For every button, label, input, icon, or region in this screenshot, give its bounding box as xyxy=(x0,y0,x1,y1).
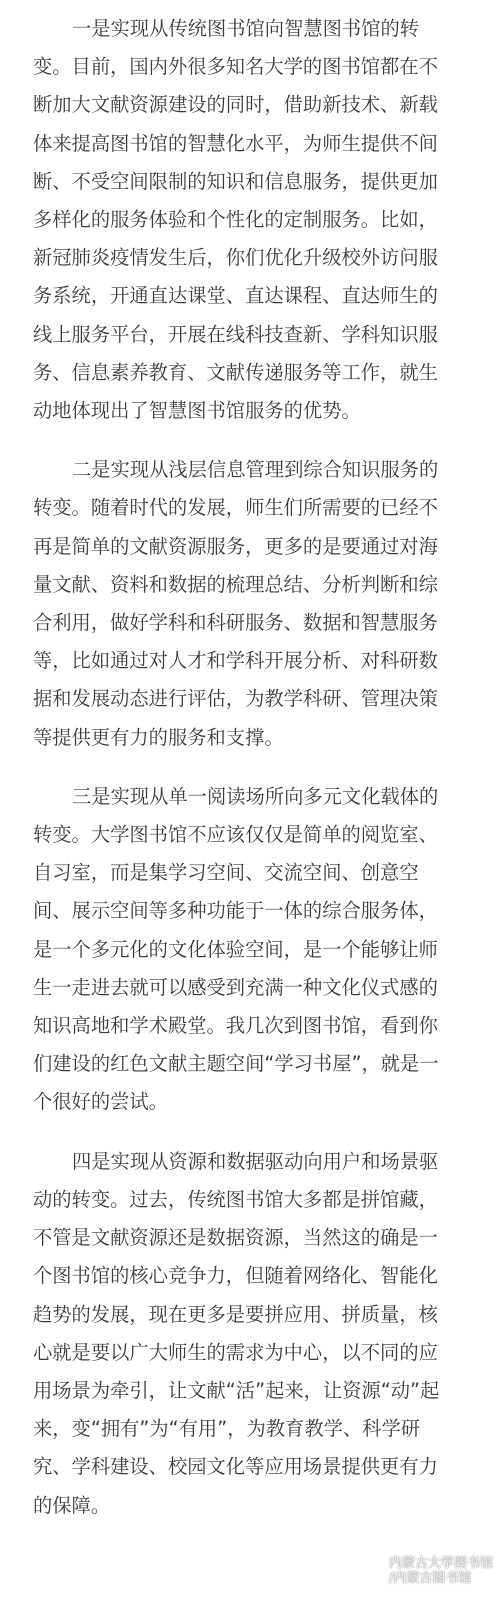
text-line: 转变。随着时代的发展，师生们所需要的已经不 xyxy=(33,496,438,520)
text-line: 等提供更有力的服务和支撑。 xyxy=(33,725,284,749)
text-line: 据和发展动态进行评估，为教学科研、管理决策 xyxy=(33,687,438,711)
text-line: 转变。大学图书馆不应该仅仅是简单的阅览室、 xyxy=(33,823,438,847)
text-line: 间、展示空间等多种功能于一体的综合服务体， xyxy=(33,899,438,923)
text-line: 等，比如通过对人才和学科开展分析、对科研数 xyxy=(33,649,438,673)
text-line: 断、不受空间限制的知识和信息服务，提供更加 xyxy=(33,169,438,193)
text-line: 动地体现出了智慧图书馆服务的优势。 xyxy=(33,399,361,423)
text-line: 断加大文献资源建设的同时，借助新技术、新载 xyxy=(33,93,438,117)
watermark-text xyxy=(389,1556,493,1586)
text-line: 再是简单的文献资源服务，更多的是要通过对海 xyxy=(33,534,438,558)
article-body xyxy=(33,10,473,1546)
text-line: 务、信息素养教育、文献传递服务等工作，就生 xyxy=(33,360,438,384)
paragraph xyxy=(33,1143,473,1525)
text-line: 二是实现从浅层信息管理到综合知识服务的 xyxy=(72,458,439,482)
text-line: 合利用，做好学科和科研服务、数据和智慧服务 xyxy=(33,611,438,635)
text-line: 务系统，开通直达课堂、直达课程、直达师生的 xyxy=(33,284,438,308)
text-line: 体来提高图书馆的智慧化水平，为师生提供不间 xyxy=(33,131,438,155)
text-line: 的保障。 xyxy=(33,1493,111,1517)
text-line: 线上服务平台，开展在线科技查新、学科知识服 xyxy=(33,322,438,346)
text-line: 一是实现从传统图书馆向智慧图书馆的转 xyxy=(72,17,420,40)
text-line: 动的转变。过去，传统图书馆大多都是拼馆藏， xyxy=(33,1187,438,1211)
text-line: 来，变“拥有”为“有用”，为教育教学、科学研 xyxy=(33,1417,421,1441)
text-line: 心就是要以广大师生的需求为中心，以不同的应 xyxy=(33,1340,438,1364)
text-line: 们建设的红色文献主题空间“学习书屋”，就是一 xyxy=(33,1052,439,1076)
text-line: 不管是文献资源还是数据资源，当然这的确是一 xyxy=(33,1226,438,1250)
paragraph xyxy=(33,451,473,757)
text-line: 四是实现从资源和数据驱动向用户和场景驱 xyxy=(72,1149,439,1173)
wechat-icon xyxy=(367,1562,385,1580)
text-line: 趋势的发展，现在更多是要拼应用、拼质量，核 xyxy=(33,1302,438,1326)
paragraph xyxy=(33,778,473,1122)
watermark xyxy=(367,1556,493,1586)
text-line: 变。目前，国内外很多知名大学的图书馆都在不 xyxy=(33,55,438,79)
watermark-line: 内蒙古大学图书馆 xyxy=(388,1556,493,1571)
text-line: 生一走进去就可以感受到充满一种文化仪式感的 xyxy=(33,975,438,999)
text-line: 三是实现从单一阅读场所向多元文化载体的 xyxy=(72,784,439,808)
text-line: 是一个多元化的文化体验空间，是一个能够让师 xyxy=(33,937,438,961)
text-line: 个图书馆的核心竞争力，但随着网络化、智能化 xyxy=(33,1264,438,1288)
text-line: 个很好的尝试。 xyxy=(33,1090,168,1114)
text-line: 量文献、资料和数据的梳理总结、分析判断和综 xyxy=(33,572,438,596)
text-line: 新冠肺炎疫情发生后，你们优化升级校外访问服 xyxy=(33,246,438,270)
text-line: 自习室，而是集学习空间、交流空间、创意空 xyxy=(33,861,419,885)
text-line: 知识高地和学术殿堂。我几次到图书馆，看到你 xyxy=(33,1014,438,1038)
paragraph xyxy=(33,10,473,430)
text-line: 究、学科建设、校园文化等应用场景提供更有力 xyxy=(33,1455,438,1479)
text-line: 多样化的服务体验和个性化的定制服务。比如， xyxy=(33,208,438,232)
watermark-line: /内蒙古图书馆 xyxy=(388,1571,472,1586)
text-line: 用场景为牵引，让文献“活”起来，让资源“动”起 xyxy=(33,1378,440,1402)
